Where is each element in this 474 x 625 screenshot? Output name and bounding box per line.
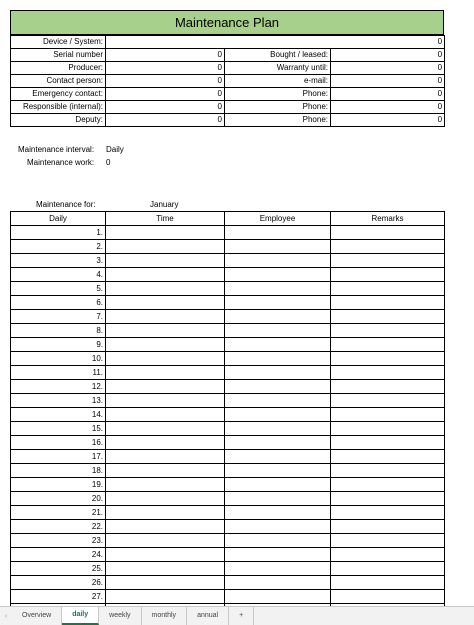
- log-employee[interactable]: [225, 590, 331, 604]
- log-time[interactable]: [106, 576, 225, 590]
- log-time[interactable]: [106, 268, 225, 282]
- log-day: 19.: [11, 478, 106, 492]
- sheet-tab[interactable]: daily: [62, 607, 99, 625]
- log-employee[interactable]: [225, 408, 331, 422]
- info-value-2[interactable]: 0: [331, 101, 445, 114]
- info-value-2[interactable]: 0: [331, 114, 445, 127]
- log-time[interactable]: [106, 422, 225, 436]
- info-label-2: Phone:: [225, 114, 331, 127]
- info-value-2[interactable]: 0: [331, 75, 445, 88]
- work-label: Maintenance work:: [27, 158, 95, 167]
- log-employee[interactable]: [225, 240, 331, 254]
- interval-label: Maintenance interval:: [18, 145, 95, 154]
- log-day: 22.: [11, 520, 106, 534]
- info-row: [11, 114, 445, 127]
- sheet-tab[interactable]: monthly: [142, 607, 188, 625]
- header-remarks[interactable]: Remarks: [331, 212, 445, 226]
- log-employee[interactable]: [225, 548, 331, 562]
- log-time[interactable]: [106, 324, 225, 338]
- log-remarks[interactable]: [331, 324, 445, 338]
- log-day: 17.: [11, 450, 106, 464]
- log-day: 6.: [11, 296, 106, 310]
- log-day: 24.: [11, 548, 106, 562]
- info-row: [11, 62, 445, 75]
- log-row: [11, 436, 445, 450]
- log-row: [11, 576, 445, 590]
- log-remarks[interactable]: [331, 352, 445, 366]
- log-time[interactable]: [106, 338, 225, 352]
- log-remarks[interactable]: [331, 506, 445, 520]
- log-time[interactable]: [106, 366, 225, 380]
- log-time[interactable]: [106, 478, 225, 492]
- info-label: Device / System:: [11, 36, 106, 49]
- log-row: [11, 492, 445, 506]
- log-day: 5.: [11, 282, 106, 296]
- log-row: [11, 268, 445, 282]
- log-remarks[interactable]: [331, 548, 445, 562]
- log-day: 16.: [11, 436, 106, 450]
- log-row: [11, 324, 445, 338]
- sheet-tab-bar: [0, 606, 474, 625]
- log-day: 7.: [11, 310, 106, 324]
- sheet-tab[interactable]: Overview: [12, 607, 62, 625]
- log-employee[interactable]: [225, 450, 331, 464]
- log-day: 2.: [11, 240, 106, 254]
- tab-list: [12, 607, 254, 625]
- log-time[interactable]: [106, 240, 225, 254]
- log-day: 8.: [11, 324, 106, 338]
- log-employee[interactable]: [225, 226, 331, 240]
- log-time[interactable]: [106, 394, 225, 408]
- log-row: [11, 394, 445, 408]
- info-value[interactable]: 0: [106, 88, 225, 101]
- log-day: 18.: [11, 464, 106, 478]
- log-day: 9.: [11, 338, 106, 352]
- log-remarks[interactable]: [331, 226, 445, 240]
- log-employee[interactable]: [225, 464, 331, 478]
- log-remarks[interactable]: [331, 492, 445, 506]
- log-row: [11, 310, 445, 324]
- log-row: [11, 352, 445, 366]
- log-row: [11, 226, 445, 240]
- header-daily[interactable]: Daily: [11, 212, 106, 226]
- log-employee[interactable]: [225, 366, 331, 380]
- log-day: 1.: [11, 226, 106, 240]
- log-time[interactable]: [106, 492, 225, 506]
- log-time[interactable]: [106, 464, 225, 478]
- log-day: 4.: [11, 268, 106, 282]
- info-value[interactable]: 0: [106, 101, 225, 114]
- info-value[interactable]: 0: [106, 49, 225, 62]
- info-row: [11, 88, 445, 101]
- log-remarks[interactable]: [331, 380, 445, 394]
- log-employee[interactable]: [225, 380, 331, 394]
- log-remarks[interactable]: [331, 296, 445, 310]
- log-row: [11, 590, 445, 604]
- info-label-2: Bought / leased:: [225, 49, 331, 62]
- info-label: Contact person:: [11, 75, 106, 88]
- log-remarks[interactable]: [331, 520, 445, 534]
- log-time[interactable]: [106, 534, 225, 548]
- maintenance-log-table: [10, 211, 445, 618]
- work-value[interactable]: 0: [106, 158, 111, 167]
- log-time[interactable]: [106, 310, 225, 324]
- info-label: Responsible (internal):: [11, 101, 106, 114]
- log-row: [11, 338, 445, 352]
- info-row: [11, 101, 445, 114]
- log-day: 10.: [11, 352, 106, 366]
- log-day: 3.: [11, 254, 106, 268]
- log-remarks[interactable]: [331, 268, 445, 282]
- log-remarks[interactable]: [331, 394, 445, 408]
- log-day: 21.: [11, 506, 106, 520]
- log-remarks[interactable]: [331, 436, 445, 450]
- log-employee[interactable]: [225, 296, 331, 310]
- log-employee[interactable]: [225, 254, 331, 268]
- log-employee[interactable]: [225, 534, 331, 548]
- log-employee[interactable]: [225, 324, 331, 338]
- log-row: [11, 450, 445, 464]
- log-time[interactable]: [106, 226, 225, 240]
- sheet-tab[interactable]: weekly: [99, 607, 141, 625]
- info-value[interactable]: 0: [106, 36, 445, 49]
- log-time[interactable]: [106, 254, 225, 268]
- log-day: 25.: [11, 562, 106, 576]
- log-time[interactable]: [106, 590, 225, 604]
- interval-value[interactable]: Daily: [106, 145, 124, 154]
- log-day: 20.: [11, 492, 106, 506]
- info-row: [11, 75, 445, 88]
- log-remarks[interactable]: [331, 338, 445, 352]
- log-employee[interactable]: [225, 268, 331, 282]
- log-employee[interactable]: [225, 352, 331, 366]
- log-remarks[interactable]: [331, 240, 445, 254]
- log-row: [11, 464, 445, 478]
- log-employee[interactable]: [225, 576, 331, 590]
- log-remarks[interactable]: [331, 464, 445, 478]
- log-row: [11, 534, 445, 548]
- info-value-2[interactable]: 0: [331, 49, 445, 62]
- info-label: Emergency contact:: [11, 88, 106, 101]
- log-row: [11, 282, 445, 296]
- log-employee[interactable]: [225, 394, 331, 408]
- log-day: 11.: [11, 366, 106, 380]
- sheet-tab[interactable]: annual: [187, 607, 229, 625]
- add-sheet-button[interactable]: +: [229, 607, 254, 625]
- log-employee[interactable]: [225, 506, 331, 520]
- log-row: [11, 254, 445, 268]
- log-time[interactable]: [106, 520, 225, 534]
- log-row: [11, 520, 445, 534]
- header-time[interactable]: Time: [106, 212, 225, 226]
- log-day: 12.: [11, 380, 106, 394]
- log-time[interactable]: [106, 352, 225, 366]
- info-row: [11, 49, 445, 62]
- info-label-2: Phone:: [225, 88, 331, 101]
- log-row: [11, 296, 445, 310]
- log-remarks[interactable]: [331, 408, 445, 422]
- log-remarks[interactable]: [331, 478, 445, 492]
- log-remarks[interactable]: [331, 282, 445, 296]
- log-day: 23.: [11, 534, 106, 548]
- log-remarks[interactable]: [331, 590, 445, 604]
- log-row: [11, 506, 445, 520]
- log-row: [11, 408, 445, 422]
- log-remarks[interactable]: [331, 576, 445, 590]
- log-employee[interactable]: [225, 492, 331, 506]
- log-time[interactable]: [106, 380, 225, 394]
- header-employee[interactable]: Employee: [225, 212, 331, 226]
- info-label-2: Warranty until:: [225, 62, 331, 75]
- info-label-2: Phone:: [225, 101, 331, 114]
- log-time[interactable]: [106, 562, 225, 576]
- maint-for-label: Maintenance for:: [36, 200, 96, 209]
- log-time[interactable]: [106, 450, 225, 464]
- log-remarks[interactable]: [331, 562, 445, 576]
- log-employee[interactable]: [225, 520, 331, 534]
- info-label: Serial number: [11, 49, 106, 62]
- log-day: 14.: [11, 408, 106, 422]
- log-time[interactable]: [106, 408, 225, 422]
- log-day: 26.: [11, 576, 106, 590]
- sheet-title[interactable]: Maintenance Plan: [10, 10, 444, 35]
- info-label: Deputy:: [11, 114, 106, 127]
- log-remarks[interactable]: [331, 310, 445, 324]
- log-row: [11, 240, 445, 254]
- info-value-2[interactable]: 0: [331, 88, 445, 101]
- log-row: [11, 380, 445, 394]
- log-employee[interactable]: [225, 422, 331, 436]
- log-employee[interactable]: [225, 338, 331, 352]
- log-row: [11, 478, 445, 492]
- info-value[interactable]: 0: [106, 62, 225, 75]
- log-row: [11, 548, 445, 562]
- info-value[interactable]: 0: [106, 114, 225, 127]
- log-remarks[interactable]: [331, 254, 445, 268]
- log-employee[interactable]: [225, 282, 331, 296]
- log-day: 13.: [11, 394, 106, 408]
- log-remarks[interactable]: [331, 422, 445, 436]
- maint-for-value[interactable]: January: [150, 200, 179, 209]
- log-time[interactable]: [106, 282, 225, 296]
- log-remarks[interactable]: [331, 534, 445, 548]
- log-employee[interactable]: [225, 562, 331, 576]
- log-row: [11, 562, 445, 576]
- log-time[interactable]: [106, 548, 225, 562]
- scroll-tabs-icon[interactable]: ‹: [4, 612, 8, 620]
- log-time[interactable]: [106, 436, 225, 450]
- log-day: 27.: [11, 590, 106, 604]
- info-label-2: e-mail:: [225, 75, 331, 88]
- log-employee[interactable]: [225, 478, 331, 492]
- info-row: [11, 36, 445, 49]
- log-row: [11, 422, 445, 436]
- log-day: 15.: [11, 422, 106, 436]
- log-row: [11, 366, 445, 380]
- log-time[interactable]: [106, 506, 225, 520]
- device-info-table: [10, 35, 445, 127]
- info-label: Producer:: [11, 62, 106, 75]
- log-time[interactable]: [106, 296, 225, 310]
- log-header-row: [11, 212, 445, 226]
- log-employee[interactable]: [225, 310, 331, 324]
- log-remarks[interactable]: [331, 450, 445, 464]
- log-employee[interactable]: [225, 436, 331, 450]
- info-value-2[interactable]: 0: [331, 62, 445, 75]
- info-value[interactable]: 0: [106, 75, 225, 88]
- log-remarks[interactable]: [331, 366, 445, 380]
